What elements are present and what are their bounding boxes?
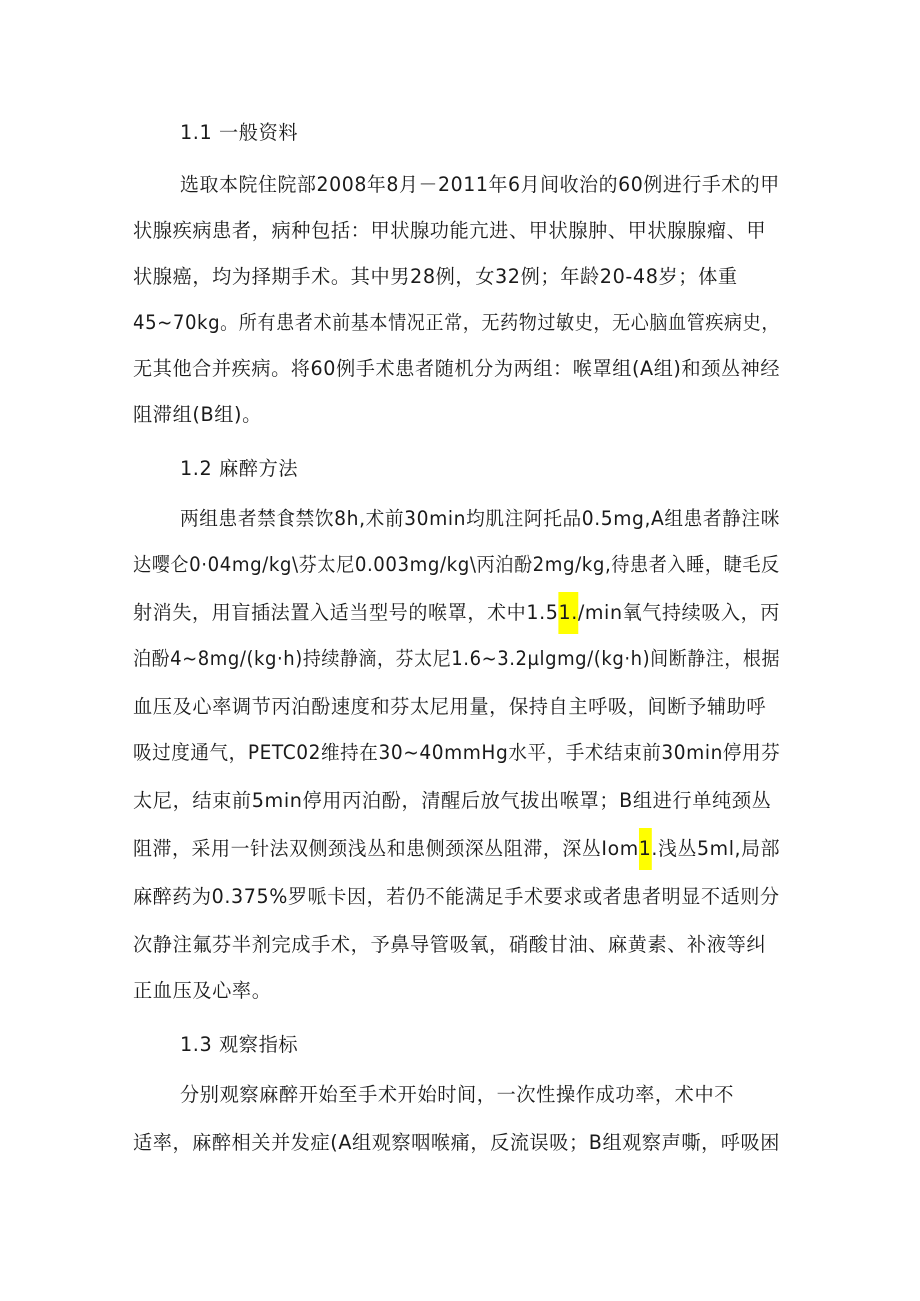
text-run: 阻滞，采用一针法双侧颈浅丛和患侧颈深丛阻滞，深丛Iom (133, 837, 639, 860)
paragraph-line: 血压及心率调节丙泊酚速度和芬太尼用量，保持自主呼吸，间断予辅助呼 (133, 695, 767, 718)
paragraph-line: 状腺癌，均为择期手术。其中男28例，女32例；年龄20-48岁；体重 (133, 265, 738, 288)
paragraph-line: 正血压及心率。 (133, 979, 272, 1002)
paragraph-line-highlighted (133, 598, 780, 628)
text-run: .浅丛5ml,局部 (651, 837, 781, 860)
paragraph-line: 45~70kg。所有患者术前基本情况正常，无药物过敏史，无心脑血管疾病史， (133, 311, 780, 334)
paragraph-line: 无其他合并疾病。将60例手术患者随机分为两组：喉罩组(A组)和颈丛神经 (133, 357, 781, 380)
paragraph-line: 泊酚4~8mg/(kg·h)持续静滴，芬太尼1.6~3.2µlgmg/(kg·h)间断静注，根据 (133, 647, 781, 670)
paragraph-line: 状腺疾病患者，病种包括：甲状腺功能亢进、甲状腺肿、甲状腺腺瘤、甲 (133, 219, 767, 242)
section-heading-1-2: 1.2 麻醉方法 (180, 457, 299, 480)
paragraph-line: 吸过度通气，PETC02维持在30~40mmHg水平，手术结束前30min停用芬 (133, 741, 781, 764)
paragraph-line: 阻滞组(B组)。 (133, 403, 262, 426)
paragraph-line: 麻醉药为0.375%罗哌卡因，若仍不能满足手术要求或者患者明显不适则分 (133, 885, 780, 908)
yellow-highlight: 1. (558, 592, 577, 634)
paragraph-line: 分别观察麻醉开始至手术开始时间，一次性操作成功率，术中不 (180, 1083, 735, 1106)
paragraph-line: 选取本院住院部2008年8月－2011年6月间收治的60例进行手术的甲 (180, 173, 780, 196)
text-run: /min氧气持续吸入，丙 (577, 601, 780, 624)
paragraph-line: 达嘤仑0·04mg/kg\芬太尼0.003mg/kg\丙泊酚2mg/kg,待患者入睡，睫毛反 (133, 553, 780, 576)
paragraph-line-highlighted (133, 834, 780, 864)
section-heading-1-1: 1.1 一般资料 (180, 121, 299, 144)
yellow-highlight: 1 (639, 828, 652, 870)
paragraph-line: 太尼，结束前5min停用丙泊酚，清醒后放气拔出喉罩；B组进行单纯颈丛 (133, 789, 772, 812)
paragraph-line: 次静注氟芬半剂完成手术，予鼻导管吸氧，硝酸甘油、麻黄素、补液等纠 (133, 933, 767, 956)
text-run: 射消失，用盲插法置入适当型号的喉罩，术中1.5 (133, 601, 559, 624)
paragraph-line: 两组患者禁食禁饮8h,术前30min均肌注阿托品0.5mg,A组患者静注咪 (180, 507, 780, 530)
paragraph-line: 适率，麻醉相关并发症(A组观察咽喉痛，反流误吸；B组观察声嘶，呼吸困 (133, 1131, 780, 1154)
section-heading-1-3: 1.3 观察指标 (180, 1033, 299, 1056)
